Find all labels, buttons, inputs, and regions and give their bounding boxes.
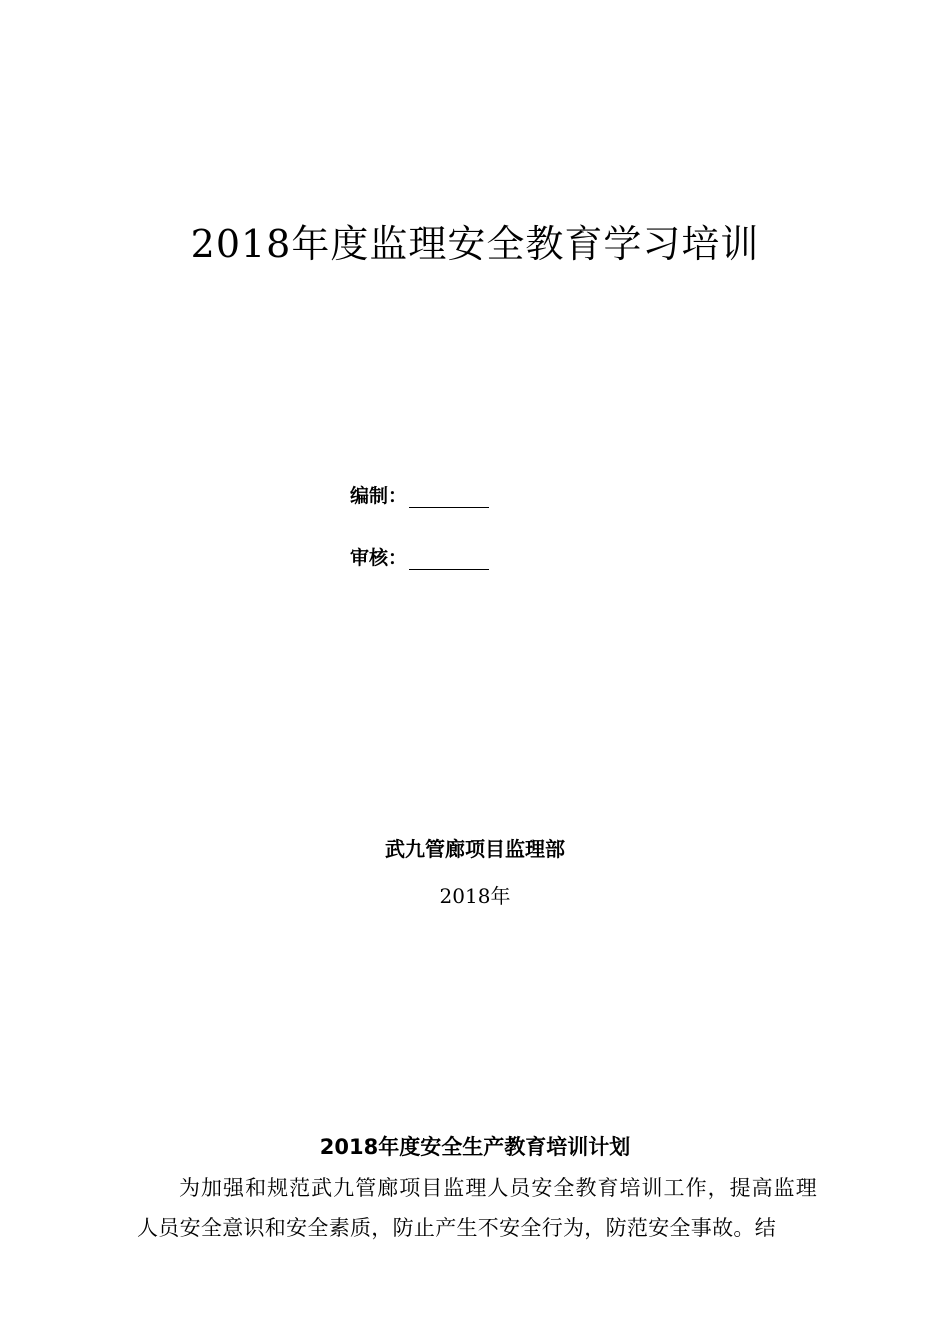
compiler-signature-line xyxy=(409,485,489,508)
reviewer-signature-row xyxy=(350,540,489,570)
plan-title: 2018年度安全生产教育培训计划 xyxy=(319,1135,631,1159)
cover-year: 2018年 xyxy=(439,884,511,908)
organization-name: 武九管廊项目监理部 xyxy=(385,837,565,861)
reviewer-signature-line xyxy=(409,547,489,570)
reviewer-label: 审核： xyxy=(350,547,408,569)
document-title: 2018年度监理安全教育学习培训 xyxy=(190,222,760,266)
compiler-label: 编制： xyxy=(350,485,408,507)
plan-paragraph: 为加强和规范武九管廊项目监理人员安全教育培训工作，提高监理人员安全意识和安全素质，防止产生不安全行为，防范安全事故。结 xyxy=(137,1176,817,1240)
compiler-signature-row xyxy=(350,478,489,508)
